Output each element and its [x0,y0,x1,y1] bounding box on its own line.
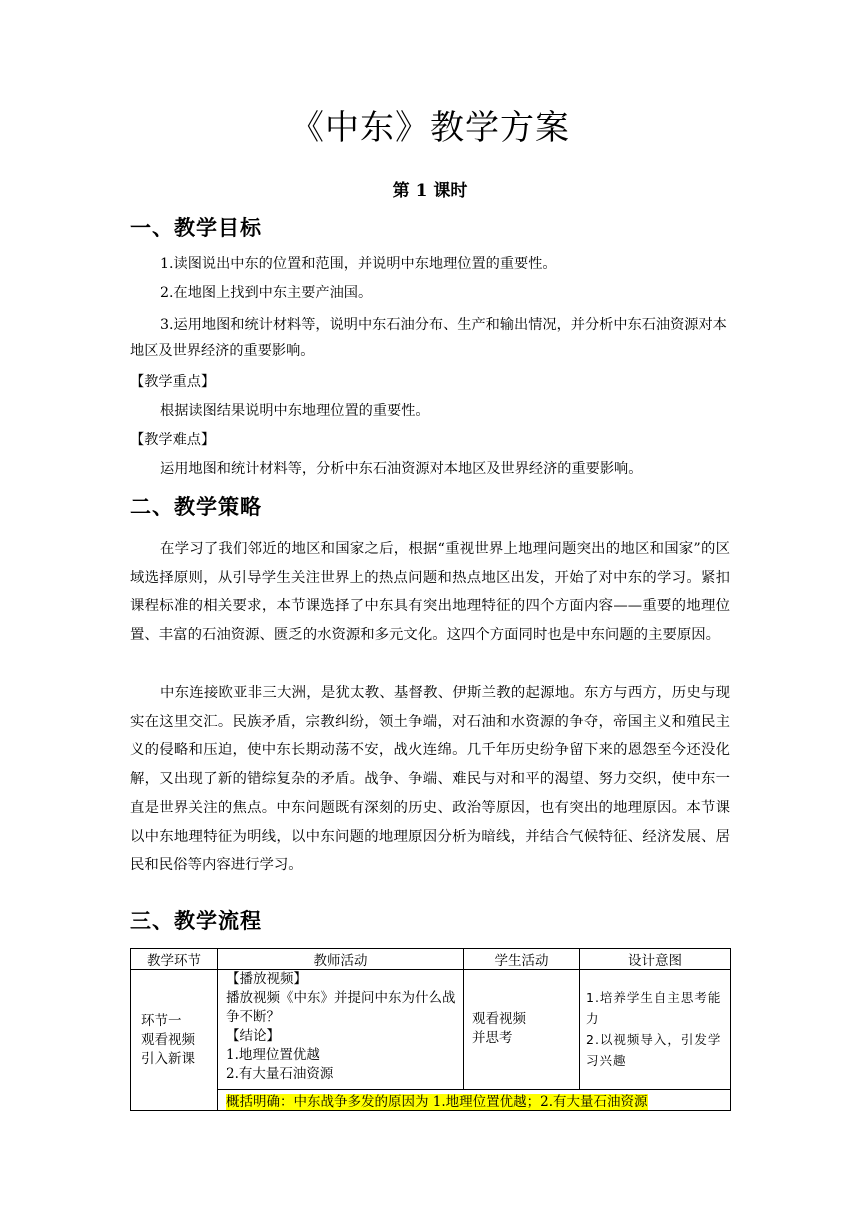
stage-line: 引入新课 [141,1050,195,1067]
design-intent-line: 2.以视频导入，引发学习兴趣 [586,1032,722,1069]
student-activity-cell [464,970,580,1090]
stage-line: 环节一 [141,1012,182,1029]
summary-row [131,1089,731,1110]
teacher-activity-line: 2.有大量石油资源 [226,1066,334,1082]
design-intent-cell [580,970,731,1090]
column-header: 教师活动 [218,949,464,970]
section-heading-goals: 一、教学目标 [130,216,262,240]
summary-highlight: 概括明确：中东战争多发的原因为 1.地理位置优越；2.有大量石油资源 [226,1093,648,1110]
key-point-text: 根据读图结果说明中东地理位置的重要性。 [160,403,430,419]
student-activity-line: 观看视频 [472,1011,526,1028]
document-title: 《中东》教学方案 [290,108,570,148]
student-activity-line: 并思考 [472,1030,513,1047]
strategy-paragraph: 在学习了我们邻近的地区和国家之后，根据“重视世界上地理问题突出的地区和国家”的区域选择原则，从引导学生关注世界上的热点问题和热点地区出发，开始了对中东的学习。紧扣课程标准的相关要求，本节课选择了中东具有突出地理特征的四个方面内容——重要的地理位置、丰富的石油资源、匮乏的水资源和多元文化。这四个方面同时也是中东问题的主要原因。 [130,541,730,644]
goal-item: 1.读图说出中东的位置和范围，并说明中东地理位置的重要性。 [160,256,557,272]
section-heading-flow: 三、教学流程 [130,909,262,933]
lesson-number: 第 1 课时 [392,181,468,201]
summary-cell [218,1089,731,1110]
design-intent-line: 1.培养学生自主思考能力 [586,990,722,1027]
column-header: 设计意图 [580,949,731,970]
column-header: 学生活动 [464,949,580,970]
difficulty-text: 运用地图和统计材料等，分析中东石油资源对本地区及世界经济的重要影响。 [160,461,643,477]
goal-item: 3.运用地图和统计材料等，说明中东石油分布、生产和输出情况，并分析中东石油资源对本地区及世界经济的重要影响。 [130,317,727,359]
teacher-activity-line: 播放视频《中东》并提问中东为什么战争不断？ [226,990,456,1025]
stage-cell [131,970,218,1111]
section-heading-strategy: 二、教学策略 [130,495,262,519]
table-row [131,970,731,1090]
strategy-paragraph: 中东连接欧亚非三大洲，是犹太教、基督教、伊斯兰教的起源地。东方与西方，历史与现实在这里交汇。民族矛盾，宗教纠纷，领土争端，对石油和水资源的争夺，帝国主义和殖民主义的侵略和压迫，使中东长期动荡不安，战火连绵。几千年历史纷争留下来的恩怨至今还没化解，又出现了新的错综复杂的矛盾。战争、争端、难民与对和平的渴望、努力交织，使中东一直是世界关注的焦点。中东问题既有深刻的历史、政治等原因，也有突出的地理原因。本节课以中东地理特征为明线，以中东问题的地理原因分析为暗线，并结合气候特征、经济发展、居民和民俗等内容进行学习。 [130,685,730,874]
teaching-flow-table [130,948,731,1111]
table-header-row [131,949,731,970]
goal-item: 2.在地图上找到中东主要产油国。 [160,285,373,301]
column-header: 教学环节 [131,949,218,970]
teacher-activity-line: 【播放视频】 [226,971,307,987]
key-point-label: 【教学重点】 [130,374,216,390]
teacher-activity-line: 【结论】 [226,1028,280,1044]
stage-line: 观看视频 [141,1031,195,1048]
teacher-activity-cell [218,970,464,1090]
teacher-activity-line: 1.地理位置优越 [226,1047,320,1063]
difficulty-label: 【教学难点】 [130,432,216,448]
